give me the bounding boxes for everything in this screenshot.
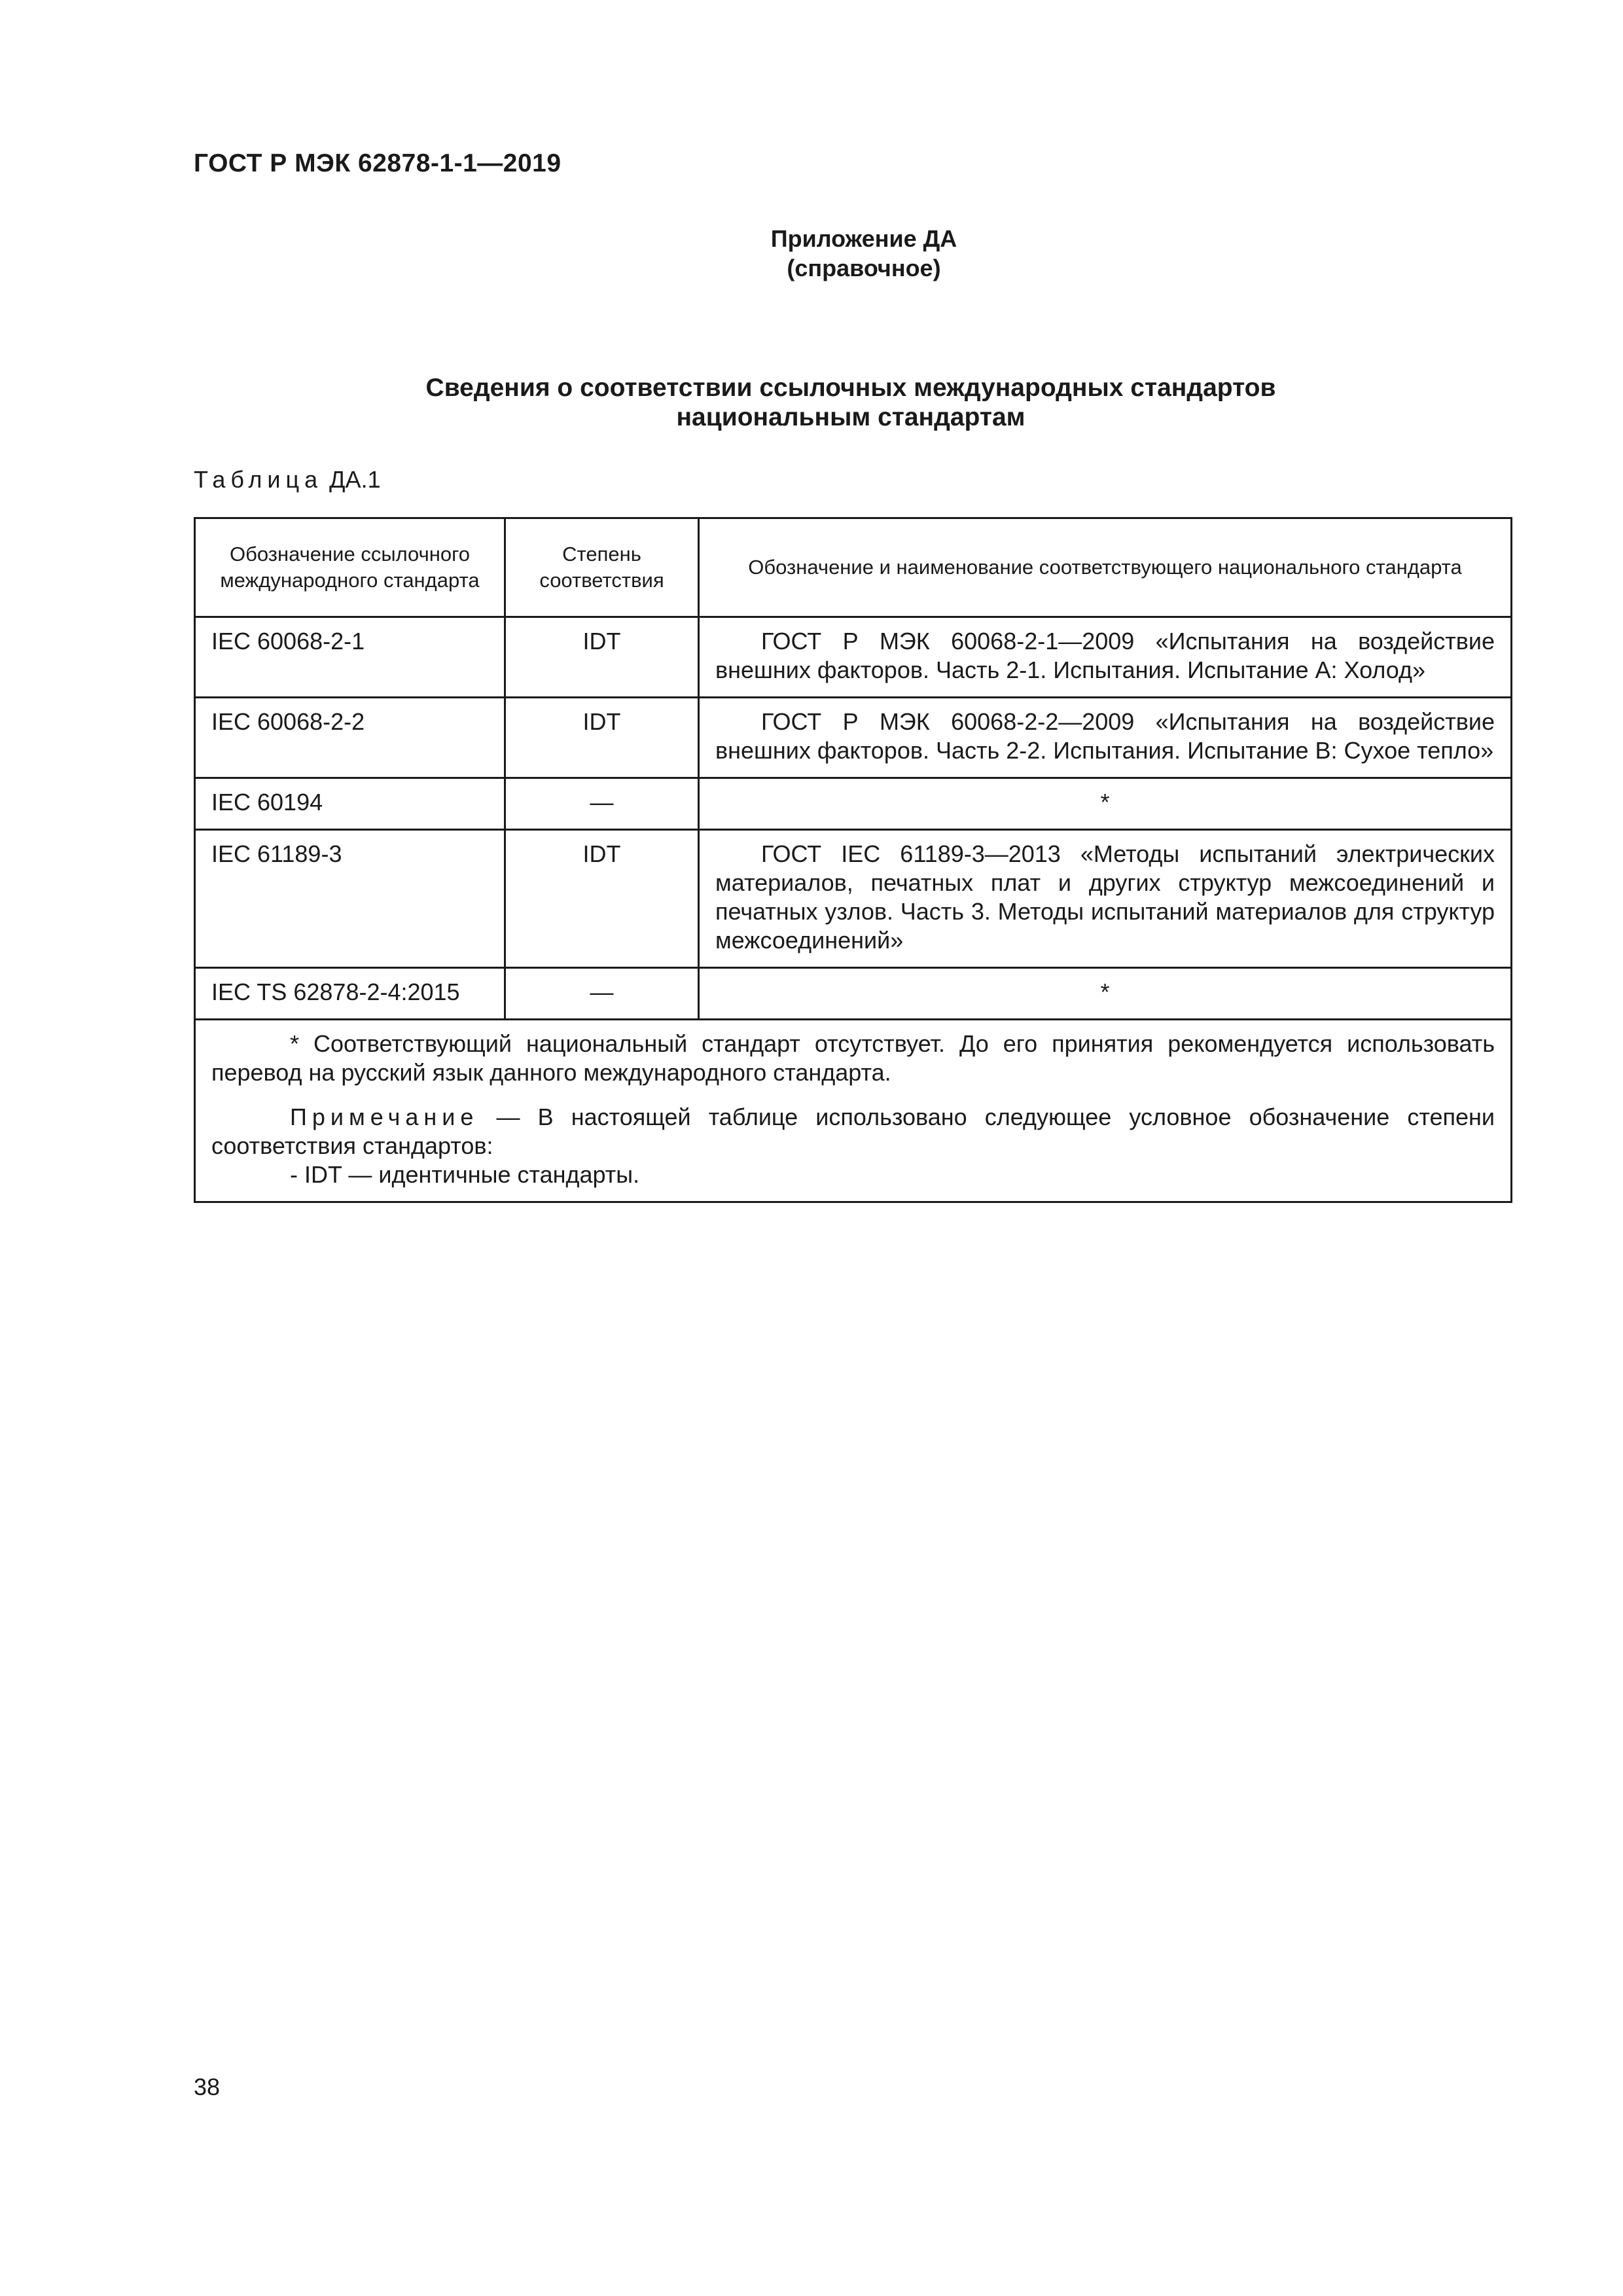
appendix-subtitle: (справочное) [787, 255, 941, 281]
note-label: Примечание [290, 1103, 479, 1130]
page-number: 38 [194, 2073, 221, 2100]
cell-reference-standard: IEC 60068-2-1 [195, 617, 505, 698]
table-header-row [195, 518, 1512, 617]
cell-reference-standard: IEC TS 62878-2-4:2015 [195, 968, 505, 1020]
table-caption-word: Таблица [194, 466, 323, 493]
cell-national-standard: * [699, 968, 1512, 1020]
header-national-standard: Обозначение и наименование соответствующего национального стандарта [699, 518, 1512, 617]
table-row [195, 968, 1512, 1020]
cell-reference-standard: IEC 60194 [195, 778, 505, 830]
table-footer-cell [195, 1020, 1512, 1202]
cell-degree: IDT [505, 617, 699, 698]
section-title-line-2: национальным стандартам [676, 403, 1026, 431]
note-text: — В настоящей таблице использовано следующее условное обозначение степени соответствия стандартов: [211, 1103, 1495, 1159]
table-row [195, 778, 1512, 830]
correspondence-table [194, 517, 1512, 1203]
cell-degree: — [505, 778, 699, 830]
cell-degree: — [505, 968, 699, 1020]
cell-national-standard: ГОСТ IEC 61189-3—2013 «Методы испытаний электрических материалов, печатных плат и других структур межсоединений и печатных узлов. Часть 3. Методы испытаний материалов для структур межсоединений» [699, 830, 1512, 968]
appendix-title: Приложение ДА [770, 225, 957, 252]
section-title-line-1: Сведения о соответствии ссылочных международных стандартов [425, 374, 1276, 402]
table-row [195, 830, 1512, 968]
cell-reference-standard: IEC 61189-3 [195, 830, 505, 968]
cell-national-standard: ГОСТ Р МЭК 60068-2-2—2009 «Испытания на воздействие внешних факторов. Часть 2-2. Испытания. Испытание В: Сухое тепло» [699, 698, 1512, 778]
header-reference-standard: Обозначение ссылочного международного стандарта [195, 518, 505, 617]
table-caption [194, 466, 381, 493]
table-row [195, 698, 1512, 778]
appendix-heading [687, 224, 1041, 283]
table-footer-row [195, 1020, 1512, 1202]
header-degree-of-correspondence: Степень соответствия [505, 518, 699, 617]
cell-reference-standard: IEC 60068-2-2 [195, 698, 505, 778]
cell-national-standard: * [699, 778, 1512, 830]
document-code: ГОСТ Р МЭК 62878-1-1—2019 [194, 149, 562, 177]
note-list-item: - IDT — идентичные стандарты. [290, 1161, 640, 1188]
cell-national-standard: ГОСТ Р МЭК 60068-2-1—2009 «Испытания на воздействие внешних факторов. Часть 2-1. Испытания. Испытание А: Холод» [699, 617, 1512, 698]
table-footnote: * Соответствующий национальный стандарт отсутствует. До его принятия рекомендуется использовать перевод на русский язык данного международного стандарта. [211, 1030, 1495, 1086]
cell-degree: IDT [505, 830, 699, 968]
cell-degree: IDT [505, 698, 699, 778]
table-row [195, 617, 1512, 698]
table-note [211, 1103, 1495, 1160]
table-caption-number: ДА.1 [329, 466, 381, 493]
section-title [194, 373, 1508, 432]
